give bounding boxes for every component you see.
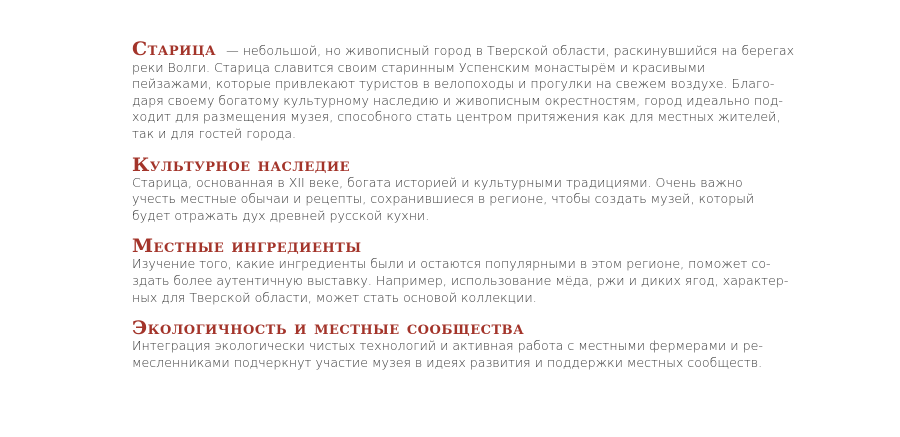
section-paragraph (132, 59, 783, 143)
paragraph-line: ных для Тверской области, может стать основой коллекции. (132, 289, 537, 305)
paragraph-line: Старица, основанная в XII веке, богата историей и культурными традициями. Очень важно (132, 174, 743, 190)
paragraph-line: будет отражать дух древней русской кухни. (132, 207, 430, 223)
paragraph-line: месленниками подчеркнут участие музея в идеях развития и поддержки местных сообществ. (132, 354, 763, 370)
paragraph-line: так и для гостей города. (132, 125, 297, 141)
intro-dash-text: — небольшой, но живописный город в Тверской области, раскинувшийся на берегах (222, 43, 795, 58)
section-heading: Местные ингредиенты (132, 235, 362, 258)
section-cultural-heritage (132, 155, 777, 225)
paragraph-line: учесть местные обычаи и рецепты, сохранившиеся в регионе, чтобы создать музей, который (132, 191, 755, 207)
section-heading: Экологичность и местные сообщества (132, 317, 525, 340)
section-local-ingredients (132, 235, 789, 306)
paragraph-line: Интеграция экологически чистых технологий и активная работа с местными фермерами и ре- (132, 338, 763, 354)
intro-first-line (132, 38, 795, 60)
section-staritsa (132, 38, 795, 143)
paragraph-line: реки Волги. Старица славится своим старинным Успенским монастырём и красивыми (132, 59, 706, 75)
paragraph-line: здать более аутентичную выставку. Например, использование мёда, ржи и диких ягод, характер- (132, 272, 789, 288)
document-body (132, 38, 795, 371)
paragraph-line: пейзажами, которые привлекают туристов в велопоходы и прогулки на свежем воздухе. Благо- (132, 76, 775, 92)
section-paragraph (132, 175, 777, 225)
section-ecology-communities (132, 318, 777, 371)
paragraph-line: Изучение того, какие ингредиенты были и остаются популярными в этом регионе, поможет со- (132, 256, 771, 272)
section-paragraph (132, 256, 789, 306)
paragraph-line: ходит для размещения музея, способного стать центром притяжения как для местных жителей, (132, 109, 781, 125)
section-heading: Культурное наследие (132, 153, 351, 176)
paragraph-line: даря своему богатому культурному наследию и живописным окрестностям, город идеально под- (132, 92, 783, 108)
section-paragraph (132, 338, 777, 371)
section-heading: Старица (132, 38, 217, 60)
